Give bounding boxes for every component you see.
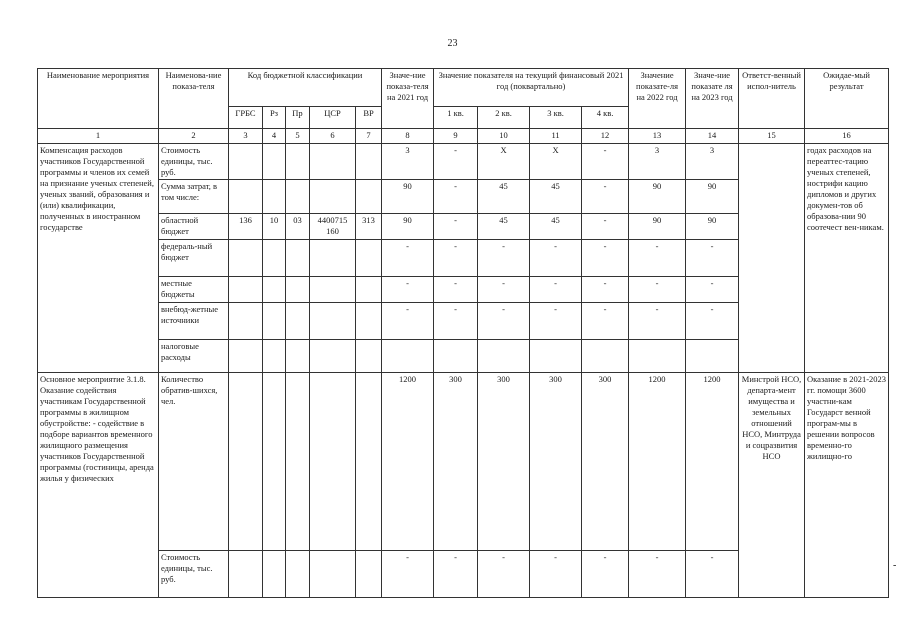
- grbs-cell: [229, 551, 263, 598]
- column-number: 5: [286, 129, 310, 144]
- header-q1: 1 кв.: [434, 107, 478, 129]
- vr-cell: [356, 240, 382, 277]
- q1-cell: -: [434, 180, 478, 214]
- indicator-cell: местные бюджеты: [159, 277, 229, 303]
- value-2023-cell: 90: [686, 180, 739, 214]
- measure-name: Компенсация расходов участников Государственной программы и членов их семей на признание ученых степеней, ученых званий, образования и (или) квалификации, полученных в иностранном государстве: [38, 144, 159, 373]
- q3-cell: [530, 340, 582, 373]
- value-2022-cell: 1200: [629, 373, 686, 551]
- header-name: Наименование мероприятия: [38, 69, 159, 129]
- value-2021-cell: 1200: [382, 373, 434, 551]
- q1-cell: -: [434, 240, 478, 277]
- header-q2: 2 кв.: [478, 107, 530, 129]
- header-csr: ЦСР: [310, 107, 356, 129]
- grbs-cell: [229, 144, 263, 180]
- q1-cell: -: [434, 277, 478, 303]
- rz-cell: [263, 373, 286, 551]
- indicator-cell: внебюд-жетные источники: [159, 303, 229, 340]
- q2-cell: 45: [478, 180, 530, 214]
- value-2023-cell: -: [686, 277, 739, 303]
- column-number: 7: [356, 129, 382, 144]
- column-number: 14: [686, 129, 739, 144]
- value-2022-cell: 90: [629, 214, 686, 240]
- q2-cell: [478, 340, 530, 373]
- side-mark: -: [893, 560, 897, 571]
- rz-cell: 10: [263, 214, 286, 240]
- q4-cell: -: [582, 180, 629, 214]
- header-indicator: Наименова-ние показа-теля: [159, 69, 229, 129]
- q2-cell: -: [478, 277, 530, 303]
- header-value-2022: Значение показате-ля на 2022 год: [629, 69, 686, 129]
- column-number: 2: [159, 129, 229, 144]
- value-2021-cell: 3: [382, 144, 434, 180]
- csr-cell: 4400715 160: [310, 214, 356, 240]
- q4-cell: -: [582, 303, 629, 340]
- value-2022-cell: 90: [629, 180, 686, 214]
- header-budget-code: Код бюджетной классификации: [229, 69, 382, 107]
- header-q4: 4 кв.: [582, 107, 629, 129]
- table-row: [38, 144, 889, 180]
- q3-cell: -: [530, 277, 582, 303]
- column-number: 4: [263, 129, 286, 144]
- rz-cell: [263, 144, 286, 180]
- value-2023-cell: -: [686, 240, 739, 277]
- rz-cell: [263, 340, 286, 373]
- column-number: 6: [310, 129, 356, 144]
- q1-cell: -: [434, 551, 478, 598]
- measure-name: Основное мероприятие 3.1.8. Оказание содействия участникам Государственной программы в жилищном обустройстве: - содействие в подборе вариантов временного жилищного размещения участников Государственной программы (гостиницы, аренда жилья у физических: [38, 373, 159, 598]
- result-cell: годах расходов на переаттес-тацию ученых степеней, нострифи кацию дипломов и других докумен-тов об образова-нии 90 соотечест вен-никам.: [805, 144, 889, 373]
- q2-cell: -: [478, 303, 530, 340]
- q4-cell: 300: [582, 373, 629, 551]
- vr-cell: [356, 551, 382, 598]
- q4-cell: -: [582, 551, 629, 598]
- csr-cell: [310, 277, 356, 303]
- value-2022-cell: -: [629, 277, 686, 303]
- q1-cell: 300: [434, 373, 478, 551]
- value-2022-cell: [629, 340, 686, 373]
- executor-cell: Минстрой НСО, департа-мент имущества и земельных отношений НСО, Минтруда и соцразвития НСО: [739, 373, 805, 598]
- pr-cell: [286, 277, 310, 303]
- header-grbs: ГРБС: [229, 107, 263, 129]
- budget-table: [37, 68, 889, 598]
- q1-cell: [434, 340, 478, 373]
- header-executor: Ответст-венный испол-нитель: [739, 69, 805, 129]
- pr-cell: [286, 373, 310, 551]
- header-value-2021: Значе-ние показа-теля на 2021 год: [382, 69, 434, 129]
- q3-cell: -: [530, 240, 582, 277]
- value-2023-cell: 90: [686, 214, 739, 240]
- value-2022-cell: -: [629, 551, 686, 598]
- grbs-cell: [229, 240, 263, 277]
- vr-cell: [356, 144, 382, 180]
- q3-cell: 45: [530, 214, 582, 240]
- rz-cell: [263, 551, 286, 598]
- indicator-cell: налоговые расходы: [159, 340, 229, 373]
- grbs-cell: [229, 277, 263, 303]
- table-row: [38, 373, 889, 551]
- column-number: 13: [629, 129, 686, 144]
- q4-cell: -: [582, 144, 629, 180]
- csr-cell: [310, 144, 356, 180]
- vr-cell: [356, 277, 382, 303]
- q4-cell: -: [582, 277, 629, 303]
- column-number: 8: [382, 129, 434, 144]
- header-current-year: Значение показателя на текущий финансовый 2021 год (поквартально): [434, 69, 629, 107]
- q3-cell: 300: [530, 373, 582, 551]
- value-2022-cell: -: [629, 240, 686, 277]
- rz-cell: [263, 240, 286, 277]
- csr-cell: [310, 180, 356, 214]
- csr-cell: [310, 303, 356, 340]
- header-result: Ожидае-мый результат: [805, 69, 889, 129]
- column-number: 16: [805, 129, 889, 144]
- indicator-cell: Стоимость единицы, тыс. руб.: [159, 144, 229, 180]
- value-2023-cell: -: [686, 303, 739, 340]
- result-cell: Оказание в 2021-2023 гг. помощи 3600 участни-кам Государст венной програм-мы в решении вопросов временно-го жилищно-го: [805, 373, 889, 598]
- vr-cell: [356, 373, 382, 551]
- vr-cell: [356, 303, 382, 340]
- pr-cell: [286, 180, 310, 214]
- grbs-cell: [229, 303, 263, 340]
- q4-cell: -: [582, 214, 629, 240]
- pr-cell: 03: [286, 214, 310, 240]
- q1-cell: -: [434, 144, 478, 180]
- vr-cell: [356, 340, 382, 373]
- pr-cell: [286, 340, 310, 373]
- column-number: 1: [38, 129, 159, 144]
- q3-cell: -: [530, 551, 582, 598]
- pr-cell: [286, 240, 310, 277]
- q2-cell: 45: [478, 214, 530, 240]
- executor-cell: [739, 144, 805, 373]
- q3-cell: 45: [530, 180, 582, 214]
- q4-cell: -: [582, 240, 629, 277]
- value-2022-cell: 3: [629, 144, 686, 180]
- vr-cell: [356, 180, 382, 214]
- q2-cell: -: [478, 551, 530, 598]
- header-pr: Пр: [286, 107, 310, 129]
- column-number: 12: [582, 129, 629, 144]
- header-rz: Рз: [263, 107, 286, 129]
- rz-cell: [263, 303, 286, 340]
- value-2023-cell: [686, 340, 739, 373]
- column-number: 15: [739, 129, 805, 144]
- csr-cell: [310, 551, 356, 598]
- value-2021-cell: 90: [382, 214, 434, 240]
- grbs-cell: [229, 373, 263, 551]
- csr-cell: [310, 373, 356, 551]
- header-vr: ВР: [356, 107, 382, 129]
- q4-cell: [582, 340, 629, 373]
- rz-cell: [263, 180, 286, 214]
- grbs-cell: 136: [229, 214, 263, 240]
- header-value-2023: Значе-ние показате ля на 2023 год: [686, 69, 739, 129]
- value-2021-cell: [382, 340, 434, 373]
- value-2023-cell: 1200: [686, 373, 739, 551]
- grbs-cell: [229, 180, 263, 214]
- header-q3: 3 кв.: [530, 107, 582, 129]
- csr-cell: [310, 340, 356, 373]
- column-number: 10: [478, 129, 530, 144]
- value-2021-cell: 90: [382, 180, 434, 214]
- pr-cell: [286, 144, 310, 180]
- indicator-cell: областной бюджет: [159, 214, 229, 240]
- pr-cell: [286, 303, 310, 340]
- rz-cell: [263, 277, 286, 303]
- value-2021-cell: -: [382, 303, 434, 340]
- q2-cell: Х: [478, 144, 530, 180]
- pr-cell: [286, 551, 310, 598]
- indicator-cell: федераль-ный бюджет: [159, 240, 229, 277]
- column-number: 9: [434, 129, 478, 144]
- page-number: 23: [447, 38, 458, 49]
- value-2023-cell: 3: [686, 144, 739, 180]
- grbs-cell: [229, 340, 263, 373]
- indicator-cell: Стоимость единицы, тыс. руб.: [159, 551, 229, 598]
- q1-cell: -: [434, 303, 478, 340]
- indicator-cell: Сумма затрат, в том числе:: [159, 180, 229, 214]
- vr-cell: 313: [356, 214, 382, 240]
- q1-cell: -: [434, 214, 478, 240]
- value-2021-cell: -: [382, 551, 434, 598]
- value-2021-cell: -: [382, 277, 434, 303]
- q2-cell: -: [478, 240, 530, 277]
- indicator-cell: Количество обратив-шихся, чел.: [159, 373, 229, 551]
- column-number: 3: [229, 129, 263, 144]
- value-2022-cell: -: [629, 303, 686, 340]
- csr-cell: [310, 240, 356, 277]
- value-2023-cell: -: [686, 551, 739, 598]
- value-2021-cell: -: [382, 240, 434, 277]
- q2-cell: 300: [478, 373, 530, 551]
- q3-cell: Х: [530, 144, 582, 180]
- q3-cell: -: [530, 303, 582, 340]
- column-number: 11: [530, 129, 582, 144]
